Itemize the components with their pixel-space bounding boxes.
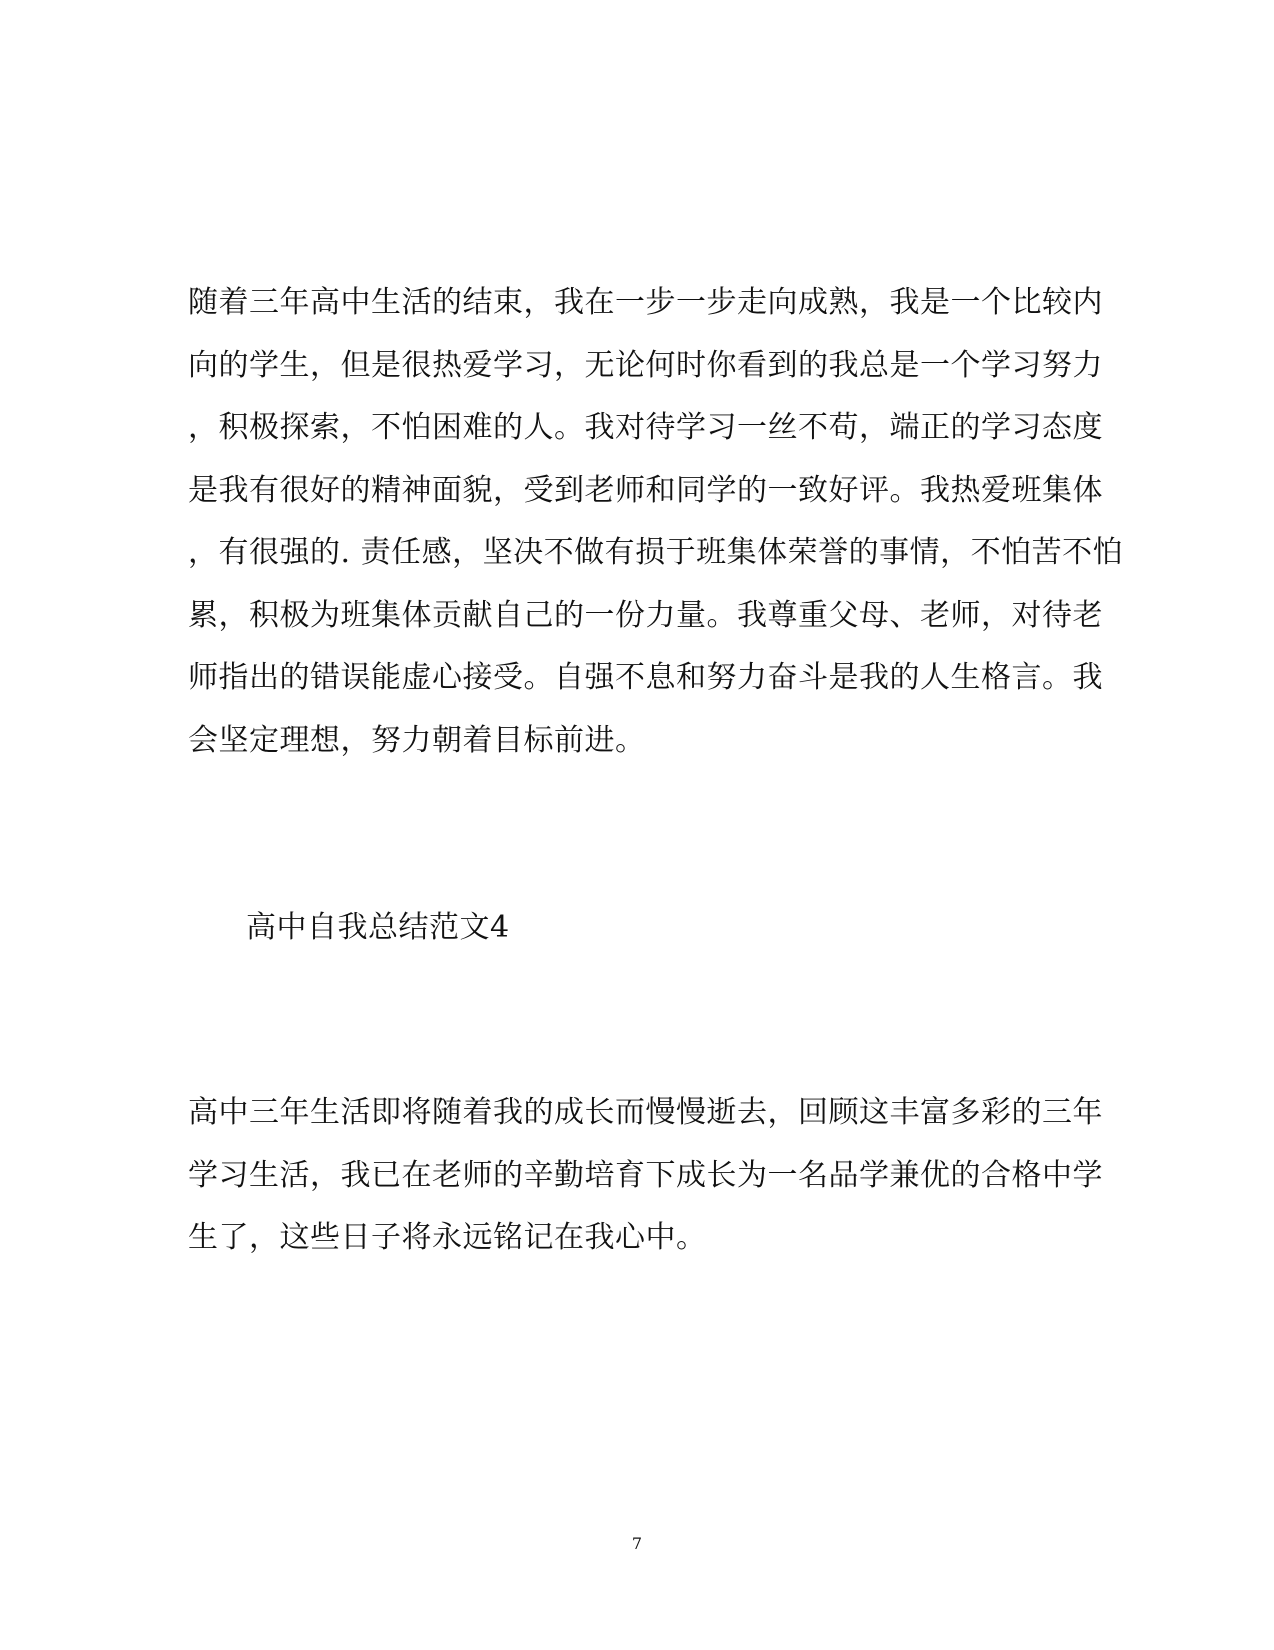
paragraph-2-line-2: 学习生活，我已在老师的辛勤培育下成长为一名品学兼优的合格中学 — [188, 1158, 1103, 1193]
paragraph-1-line-8: 会坚定理想，努力朝着目标前进。 — [188, 723, 646, 758]
paragraph-1-line-2: 向的学生，但是很热爱学习，无论何时你看到的我总是一个学习努力 — [188, 348, 1103, 383]
paragraph-1-line-5: ，有很强的. 责任感，坚决不做有损于班集体荣誉的事情，不怕苦不怕 — [188, 535, 1124, 570]
paragraph-2-line-3: 生了，这些日子将永远铭记在我心中。 — [188, 1220, 707, 1255]
paragraph-2-line-1: 高中三年生活即将随着我的成长而慢慢逝去，回顾这丰富多彩的三年 — [188, 1095, 1103, 1130]
paragraph-1-line-3: ，积极探索，不怕困难的人。我对待学习一丝不苟，端正的学习态度 — [188, 410, 1103, 445]
paragraph-1-line-1: 随着三年高中生活的结束，我在一步一步走向成熟，我是一个比较内 — [188, 285, 1103, 320]
section-heading: 高中自我总结范文4 — [246, 910, 510, 945]
page-number: 7 — [631, 1534, 643, 1553]
paragraph-1-line-6: 累，积极为班集体贡献自己的一份力量。我尊重父母、老师，对待老 — [188, 598, 1103, 633]
paragraph-1-line-7: 师指出的错误能虚心接受。自强不息和努力奋斗是我的人生格言。我 — [188, 660, 1103, 695]
paragraph-1-line-4: 是我有很好的精神面貌，受到老师和同学的一致好评。我热爱班集体 — [188, 473, 1103, 508]
